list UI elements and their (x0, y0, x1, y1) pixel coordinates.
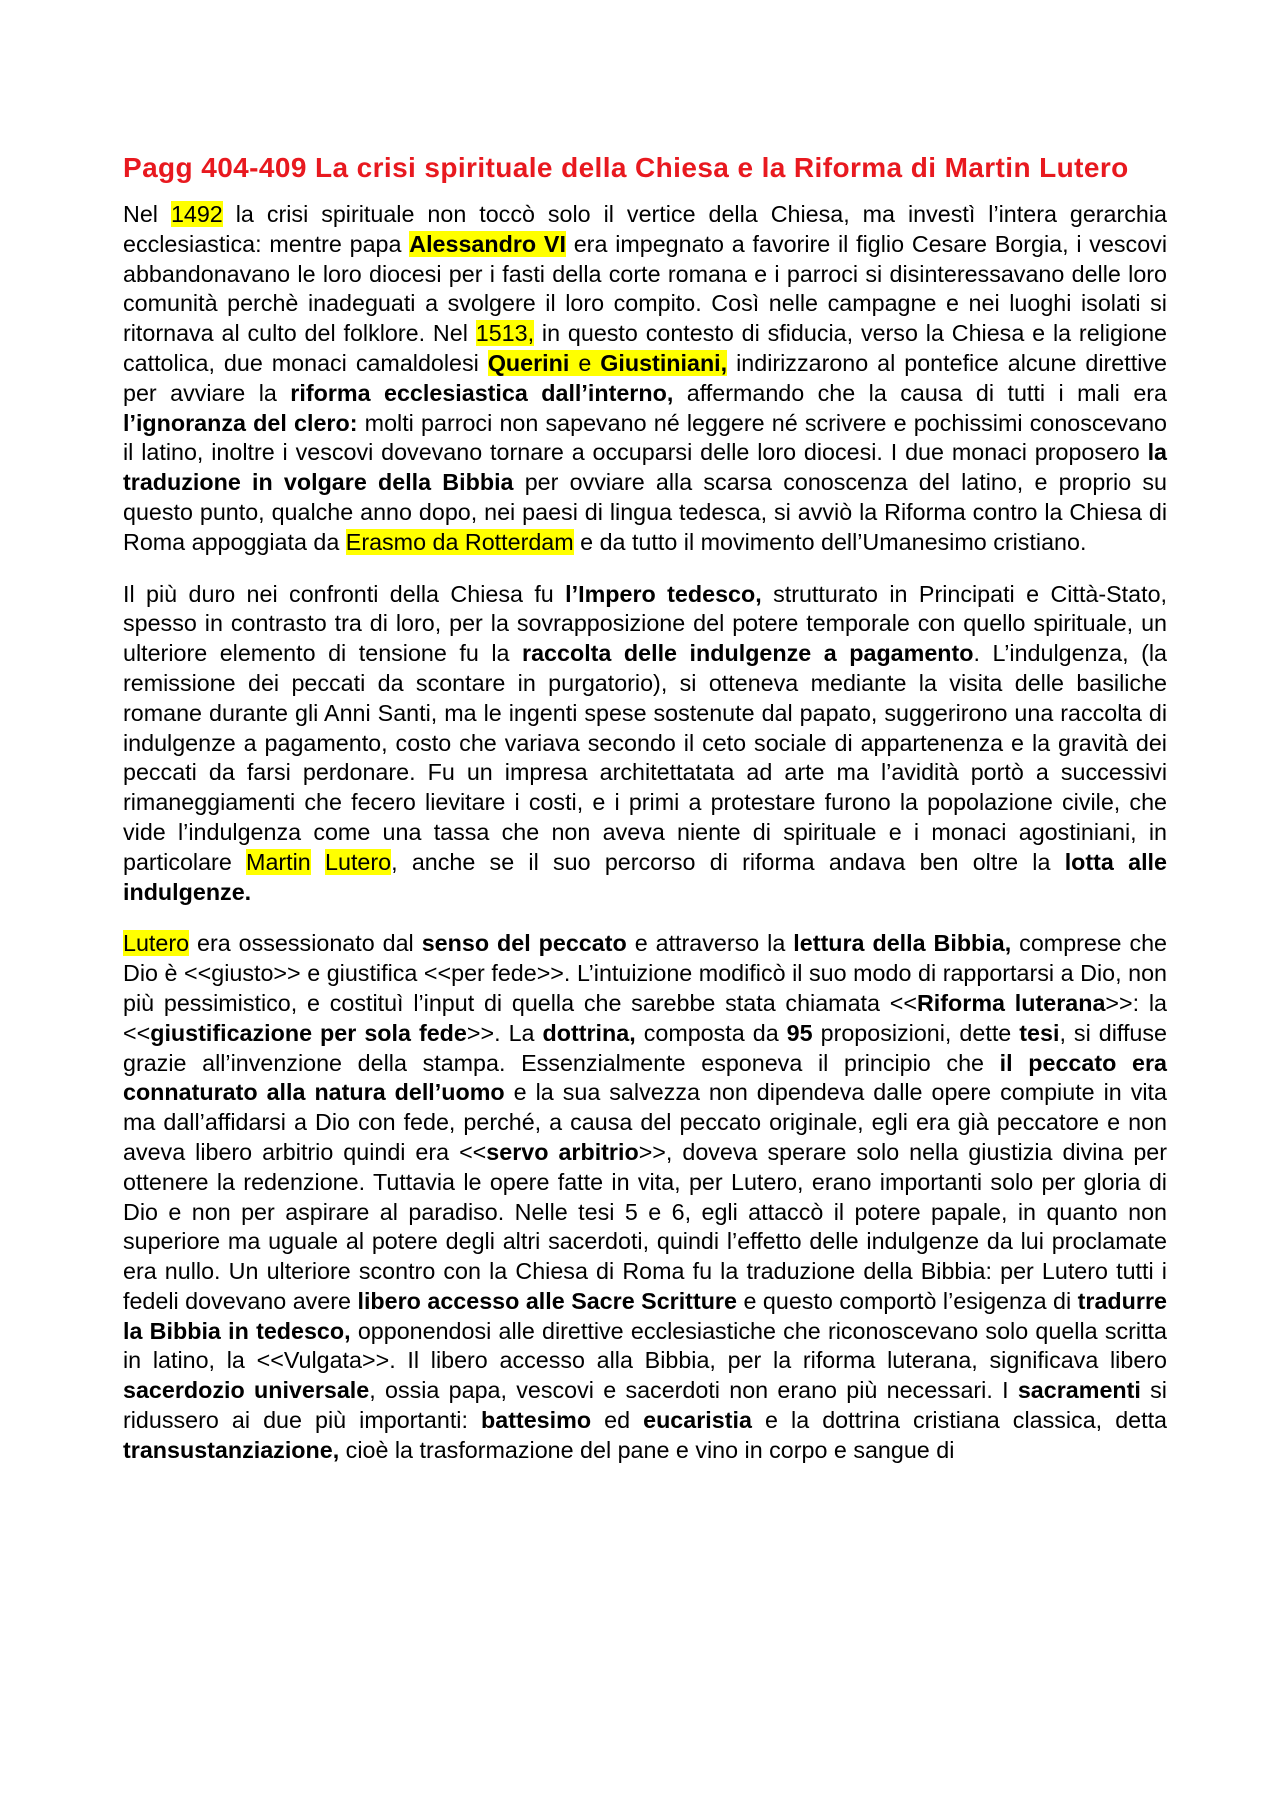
text: proposizioni, dette (812, 1019, 1020, 1046)
highlight-lutero: Lutero (325, 848, 392, 875)
bold-traduzione-bibbia: la traduzione in volgare della Bibbia (123, 439, 1167, 496)
bold-riforma-ecclesiastica: riforma ecclesiastica dall’interno, (290, 379, 674, 406)
highlight-1492: 1492 (170, 201, 223, 227)
bold-lotta-indulgenze: lotta alle indulgenze. (123, 848, 1167, 905)
text: e da tutto il movimento dell’Umanesimo cristiano. (573, 528, 1087, 555)
bold-raccolta-indulgenze: raccolta delle indulgenze a pagamento (522, 640, 974, 667)
bold-dottrina: dottrina, (542, 1019, 636, 1046)
highlight-alessandro-vi: Alessandro VI (409, 230, 566, 257)
text: composta da (635, 1019, 787, 1046)
text: Il più duro nei confronti della Chiesa fu (123, 580, 566, 607)
bold-sacerdozio: sacerdozio universale (123, 1377, 370, 1404)
highlight-querini: Querini (487, 349, 570, 376)
bold-ignoranza-clero: l’ignoranza del clero: (123, 409, 358, 436)
highlight-1513: 1513, (475, 320, 535, 347)
highlight-e: e (569, 349, 601, 376)
bold-eucaristia: eucaristia (643, 1407, 752, 1434)
text: e questo comportò l’esigenza di (736, 1287, 1078, 1314)
text: strutturato in Principati e Città-Stato, spesso in contrasto tra di loro, per la sovrapposizione del potere temporale con quello spirituale, un ulteriore elemento di tensione fu la (123, 580, 1168, 667)
text: cioè la trasformazione del pane e vino in corpo e sangue di (339, 1436, 955, 1463)
bold-transustanziazione: transustanziazione, (123, 1436, 340, 1463)
text: affermando che la causa di tutti i mali era (673, 379, 1167, 406)
text (311, 849, 325, 875)
text: molti parroci non sapevano né leggere né scrivere e pochissimi conoscevano il latino, inoltre i vescovi dovevano tornare a occuparsi delle loro diocesi. I due monaci proposero (123, 409, 1168, 466)
bold-tradurre-bibbia: tradurre la Bibbia in tedesco, (123, 1287, 1167, 1344)
highlight-martin: Martin (246, 848, 311, 875)
bold-battesimo: battesimo (481, 1407, 592, 1434)
text: la crisi spirituale non toccò solo il vertice della Chiesa, ma investì l’intera gerarchia ecclesiastica: mentre papa (123, 201, 1167, 257)
paragraph-2 (123, 580, 1167, 908)
document-page (123, 150, 1167, 1488)
bold-lettura-bibbia: lettura della Bibbia, (793, 930, 1012, 957)
paragraph-3 (123, 929, 1167, 1465)
bold-sacramenti: sacramenti (1017, 1377, 1141, 1404)
bold-giustificazione: giustificazione per sola fede (150, 1019, 467, 1046)
text: , ossia papa, vescovi e sacerdoti non erano più necessari. I (369, 1377, 1018, 1404)
text: in questo contesto di sfiducia, verso la Chiesa e la religione cattolica, due monaci camaldolesi (123, 320, 1167, 376)
bold-95: 95 (786, 1019, 813, 1046)
bold-impero-tedesco: l’Impero tedesco, (565, 580, 762, 607)
text: , anche se il suo percorso di riforma andava ben oltre la (391, 848, 1065, 875)
text: indirizzarono al pontefice alcune direttive per avviare la (123, 349, 1167, 406)
paragraph-1 (123, 200, 1167, 558)
text: e attraverso la (626, 930, 794, 957)
bold-riforma-luterana: Riforma luterana (916, 989, 1106, 1016)
text: >>, doveva sperare solo nella giustizia divina per ottenere la redenzione. Tuttavia le opere fatte in vita, per Lutero, erano importanti solo per gloria di Dio e non per aspirare al paradiso. Nelle tesi 5 e 6, egli attaccò il potere papale, in quanto non superiore ma uguale al potere degli altri sacerdoti, quindi l’effetto delle indulgenze da lui proclamate era nullo. Un ulteriore scontro con la Chiesa di Roma fu la traduzione della Bibbia: per Lutero tutti i fedeli dovevano avere (123, 1138, 1167, 1314)
text: >>. La (466, 1019, 543, 1046)
text: >>: la << (123, 989, 1168, 1046)
bold-servo-arbitrio: servo arbitrio (486, 1138, 639, 1165)
bold-senso-peccato: senso del peccato (421, 930, 627, 957)
text: per ovviare alla scarsa conoscenza del latino, e proprio su questo punto, qualche anno dopo, nei paesi di lingua tedesca, si avviò la Riforma contro la Chiesa di Roma appoggiata da (123, 469, 1167, 555)
text: ed (591, 1407, 644, 1434)
text: . L’indulgenza, (la remissione dei peccati da scontare in purgatorio), si otteneva mediante la visita delle basiliche romane durante gli Anni Santi, ma le ingenti spese sostenute dal papato, suggerirono una raccolta di indulgenze a pagamento, costo che variava secondo il ceto sociale di appartenenza e la gravità dei peccati da farsi perdonare. Fu un impresa architettatata ad arte ma l’avidità portò a successivi rimaneggiamenti che fecero lievitare i costi, e i primi a protestare furono la popolazione civile, che vide l’indulgenza come una tassa che non aveva niente di spirituale e i monaci agostiniani, in particolare (123, 640, 1167, 875)
bold-peccato-natura: il peccato era connaturato alla natura dell’uomo (123, 1049, 1167, 1106)
highlight-lutero: Lutero (123, 930, 190, 957)
bold-libero-accesso: libero accesso alle Sacre Scritture (357, 1287, 737, 1314)
text: comprese che Dio è <<giusto>> e giustifica <<per fede>>. L’intuizione modificò il suo modo di rapportarsi a Dio, non più pessimistico, e costituì l’input di quella che sarebbe stata chiamata << (123, 930, 1168, 1016)
bold-tesi: tesi (1019, 1019, 1060, 1046)
text: e la dottrina cristiana classica, detta (751, 1407, 1168, 1434)
text: , si diffuse grazie all’invenzione della stampa. Essenzialmente esponeva il principio che (123, 1019, 1167, 1076)
text: Nel (123, 201, 171, 227)
text: era impegnato a favorire il figlio Cesare Borgia, i vescovi abbandonavano le loro diocesi per i fasti della corte romana e i parroci si disinteressavano delle loro comunità perchè inadeguati a svolgere il loro compito. Così nelle campagne e nei luoghi isolati si ritornava al culto del folklore. Nel (123, 230, 1167, 347)
highlight-erasmo: Erasmo da Rotterdam (345, 528, 574, 555)
page-title: Pagg 404-409 La crisi spirituale della Chiesa e la Riforma di Martin Lutero (123, 152, 1129, 183)
text: opponendosi alle direttive ecclesiastiche che riconoscevano solo quella scritta in latino, la <<Vulgata>>. Il libero accesso alla Bibbia, per la riforma luterana, significava libero (123, 1317, 1167, 1374)
text: era ossessionato dal (189, 930, 422, 957)
text: si ridussero ai due più importanti: (123, 1377, 1167, 1434)
text: e la sua salvezza non dipendeva dalle opere compiute in vita ma dall’affidarsi a Dio con fede, perché, a causa del peccato originale, egli era già peccatore e non aveva libero arbitrio quindi era << (123, 1079, 1167, 1165)
highlight-giustiniani: Giustiniani, (600, 349, 728, 376)
